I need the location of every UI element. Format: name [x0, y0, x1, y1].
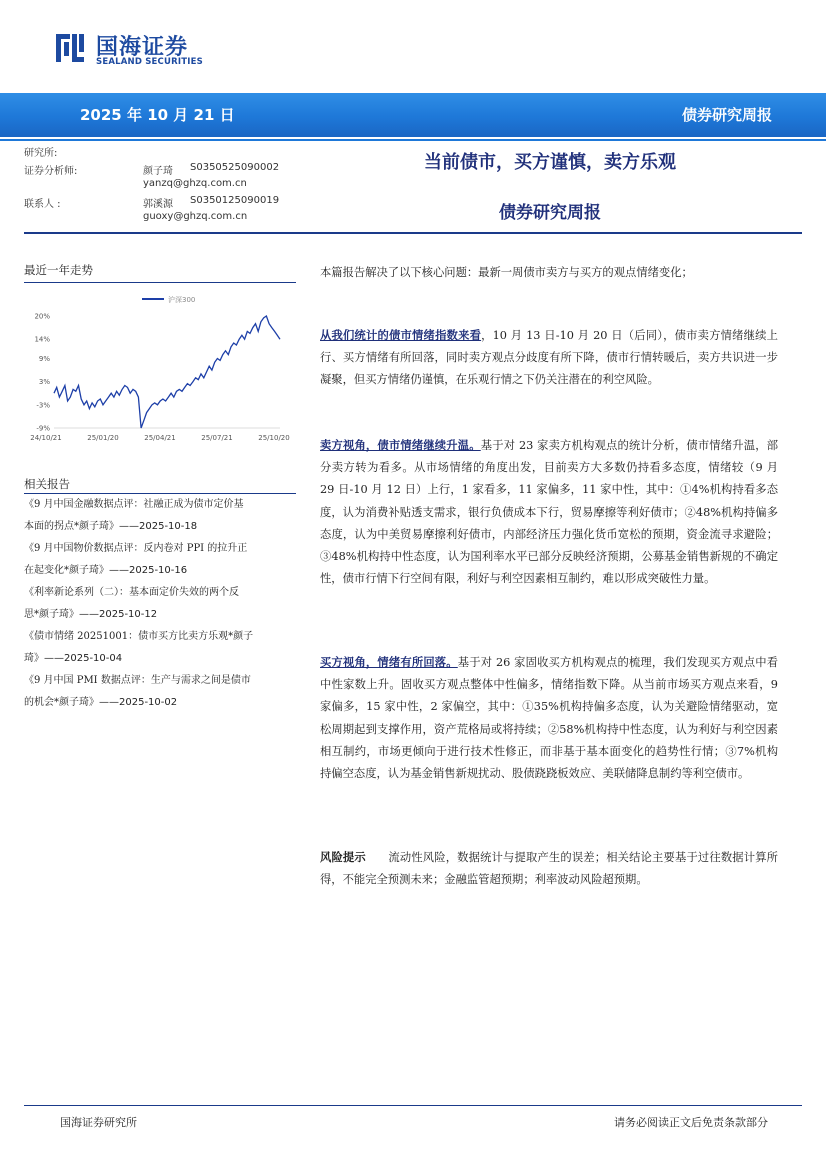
sentiment-index-text: ，10 月 13 日-10 月 20 日（后同），债市卖方情绪继续上行、买方情绪有所回落，同时卖方观点分歧度有所下降，债市行情转暖后，卖方共识进一步凝聚，但买方情绪仍谨慎，在乐观行情之下仍关注潜在的利空风险。 — [320, 329, 778, 387]
x-tick-label: 25/10/20 — [258, 434, 290, 442]
related-report-date: ——2025-10-04 — [44, 653, 123, 664]
header-divider — [24, 232, 802, 234]
legend-label: 沪深300 — [168, 296, 196, 304]
trend-section-title: 最近一年走势 — [24, 263, 93, 277]
sell-side-paragraph — [320, 434, 778, 590]
chart-legend — [142, 295, 195, 304]
related-report-list — [24, 494, 300, 714]
analyst-id: S0350525090002 — [190, 162, 280, 173]
x-tick-label: 25/01/20 — [87, 434, 119, 442]
analyst-name: 颜子琦 — [143, 166, 173, 177]
related-report-item[interactable] — [24, 582, 300, 626]
series-line-hs300 — [54, 316, 280, 428]
y-tick-label: 14% — [34, 335, 50, 344]
related-report-item[interactable] — [24, 626, 300, 670]
related-report-title-end — [24, 604, 300, 626]
logo-en-text: SEALAND SECURITIES — [96, 57, 203, 67]
related-report-title-tail: 在起变化*颜子琦》 — [24, 565, 109, 576]
y-tick-label: -3% — [36, 401, 50, 410]
related-report-title-tail: 本面的拐点*颜子琦》 — [24, 521, 119, 532]
related-report-title-tail: 琦》 — [24, 653, 44, 664]
sell-side-text: 基于对 23 家卖方机构观点的统计分析，债市情绪升温，部分卖方转为看多。从市场情绪的角度出发，目前卖方大多数仍持看多态度，情绪较（9 月 29 日-10 月 12 日）上行，1 家看多，11 家偏多，11 家中性，其中：①4%机构持看多态度，认为消费补贴透支需求，银行负债成本下行，贸易摩擦等利好债市；②48%机构持偏多态度，认为中美贸易摩擦利好债市，内部经济压力强化货币宽松的预期，资金流寻求避险；③48%机构持中性态度，认为国利率水平已部分反映经济预期，公募基金销售新规的不确定性，债市行情下行空间有限，利好与利空因素相互制约，难以形成突破性力量。 — [320, 439, 778, 586]
related-report-title-tail: 的机会*颜子琦》 — [24, 697, 99, 708]
analyst-label: 证券分析师: — [24, 166, 78, 177]
intro-paragraph — [320, 262, 778, 284]
risk-heading: 风险提示 — [320, 850, 366, 864]
buy-side-heading: 买方视角，情绪有所回落。 — [320, 655, 458, 669]
report-type: 债券研究周报 — [681, 106, 772, 124]
footer-institute: 国海证券研究所 — [60, 1116, 137, 1129]
sentiment-index-heading: 从我们统计的债市情绪指数来看 — [320, 328, 482, 342]
related-report-title-line: 《9 月中国物价数据点评：反内卷对 PPI 的拉升正 — [24, 543, 248, 554]
banner-underline — [0, 139, 826, 141]
contact-email[interactable]: guoxy@ghzq.com.cn — [143, 211, 248, 222]
company-logo — [54, 30, 224, 70]
related-section-title: 相关报告 — [24, 477, 70, 491]
report-title: 当前债市，买方谨慎，卖方乐观 — [424, 152, 676, 173]
related-report-title-line: 《9 月中国 PMI 数据点评：生产与需求之间是债市 — [24, 675, 251, 686]
trend-chart — [24, 290, 296, 450]
related-report-date: ——2025-10-02 — [99, 697, 178, 708]
related-report-item[interactable] — [24, 538, 300, 582]
y-tick-label: -9% — [36, 424, 50, 433]
institute-label: 研究所: — [24, 148, 58, 159]
sentiment-index-paragraph — [320, 324, 778, 392]
y-tick-label: 3% — [38, 378, 50, 387]
report-subtitle: 债券研究周报 — [499, 203, 601, 223]
footer-rule — [24, 1105, 802, 1106]
y-tick-label: 9% — [38, 354, 50, 363]
related-report-title-end — [24, 692, 300, 714]
contact-id: S0350125090019 — [190, 195, 280, 206]
related-report-item[interactable] — [24, 670, 300, 714]
related-report-title-tail: 思*颜子琦》 — [24, 609, 79, 620]
buy-side-text: 基于对 26 家固收买方机构观点的梳理，我们发现买方观点中看中性家数上升。固收买方观点整体中性偏多，情绪指数下降。从当前市场买方观点来看，9 家偏多，15 家中性，2 家偏空，其中：①35%机构持偏多态度，认为关避险情绪驱动，宽松周期起到支撑作用，资产荒格局或将持续；②58%机构持中性态度，认为利好与利空因素相互制约，市场更倾向于进行技术性修正，而非基于基本面变化的趋势性行情；③7%机构持偏空态度，认为基金销售新规扰动、股债跷跷板效应、美联储降息制约等利空债市。 — [320, 656, 778, 781]
x-tick-label: 25/04/21 — [144, 434, 176, 442]
related-report-date: ——2025-10-18 — [119, 521, 198, 532]
related-report-title-end — [24, 648, 300, 670]
contact-name: 郭溪源 — [143, 199, 173, 210]
report-date: 2025 年 10 月 21 日 — [80, 106, 235, 124]
related-report-date: ——2025-10-12 — [79, 609, 158, 620]
buy-side-paragraph — [320, 651, 778, 785]
analyst-email[interactable]: yanzq@ghzq.com.cn — [143, 178, 247, 189]
header-banner — [0, 93, 826, 137]
risk-text: 流动性风险，数据统计与提取产生的误差；相关结论主要基于过往数据计算所得，不能完全预测未来；金融监管超预期；利率波动风险超预期。 — [320, 851, 778, 887]
related-report-title-line: 《9 月中国金融数据点评：社融正成为债市定价基 — [24, 499, 244, 510]
related-report-date: ——2025-10-16 — [109, 565, 188, 576]
related-report-item[interactable] — [24, 494, 300, 538]
logo-mark-icon — [54, 30, 86, 66]
intro-text: 本篇报告解决了以下核心问题：最新一周债市卖方与买方的观点情绪变化； — [320, 266, 693, 279]
logo-cn-text: 国海证券 — [96, 35, 189, 60]
related-report-title-end — [24, 560, 300, 582]
contact-label: 联系人 : — [24, 199, 61, 210]
trend-section-rule — [24, 282, 296, 283]
x-tick-label: 25/07/21 — [201, 434, 233, 442]
related-report-title-line: 《债市情绪 20251001：债市买方比卖方乐观*颜子 — [24, 631, 254, 642]
related-report-title-line: 《利率新论系列（二）：基本面定价失效的两个反 — [24, 587, 239, 598]
footer-disclaimer: 请务必阅读正文后免责条款部分 — [614, 1116, 768, 1129]
x-tick-label: 24/10/21 — [30, 434, 62, 442]
y-tick-label: 20% — [34, 312, 50, 321]
sell-side-heading: 卖方视角，债市情绪继续升温。 — [320, 438, 481, 452]
related-report-title-end — [24, 516, 300, 538]
risk-paragraph — [320, 846, 778, 891]
